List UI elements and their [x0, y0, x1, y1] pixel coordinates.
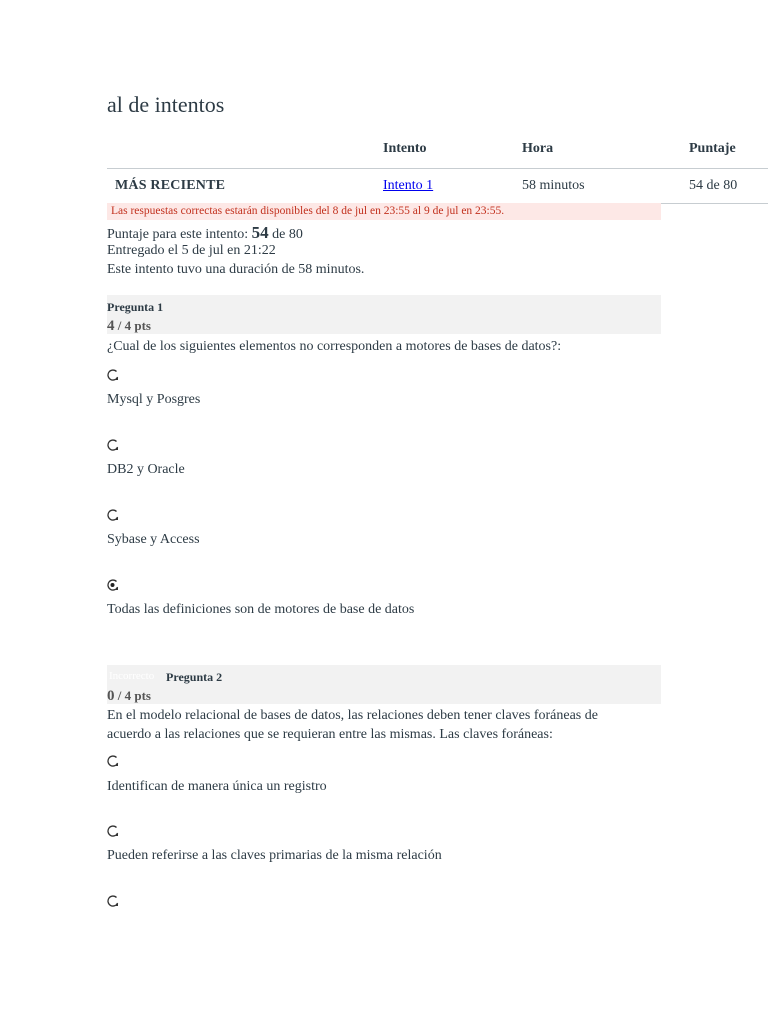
attempt-score-prefix: Puntaje para este intento: [107, 227, 252, 242]
attempt-score-suffix: de 80 [268, 227, 303, 242]
question-2-points-earned: 0 [107, 688, 115, 704]
attempt-1-link[interactable]: Intento 1 [383, 178, 434, 193]
question-1-option-1-label: Mysql y Posgres [107, 392, 201, 407]
question-2-incorrect-label: Incorrecto [109, 670, 155, 682]
question-2-option-1-label: Identifican de manera única un registro [107, 779, 327, 794]
attempt-score: 54 de 80 [689, 178, 738, 193]
question-1-option-4-label: Todas las definiciones son de motores de base de datos [107, 602, 415, 617]
question-2-points-total: / 4 pts [114, 688, 151, 703]
question-2-option-1-radio[interactable] [107, 755, 119, 767]
question-1-label: Pregunta 1 [107, 300, 164, 314]
most-recent-label: MÁS RECIENTE [115, 178, 226, 193]
question-1-header [107, 295, 661, 334]
table-header-divider [107, 168, 768, 169]
question-1-option-1-radio[interactable] [107, 369, 119, 381]
attempt-score-line [107, 223, 303, 243]
question-1-points-total: / 4 pts [114, 318, 151, 333]
question-2-text-line-2: acuerdo a las relaciones que se requieran entre las mismas. Las claves foráneas: [107, 727, 553, 742]
attempt-duration: Este intento tuvo una duración de 58 minutos. [107, 262, 365, 277]
attempt-score-value: 54 [251, 223, 269, 242]
answers-availability-notice: Las respuestas correctas estarán disponibles del 8 de jul en 23:55 al 9 de jul en 23:55. [107, 203, 661, 220]
question-1-option-3-label: Sybase y Access [107, 532, 200, 547]
question-2-option-2-radio[interactable] [107, 825, 119, 837]
question-2-label: Pregunta 2 [166, 670, 223, 684]
question-1-option-2-radio[interactable] [107, 439, 119, 451]
column-header-time: Hora [522, 141, 554, 156]
question-1-option-3-radio[interactable] [107, 509, 119, 521]
question-1-option-2-label: DB2 y Oracle [107, 462, 185, 477]
submitted-date: Entregado el 5 de jul en 21:22 [107, 243, 276, 258]
question-2-option-2-label: Pueden referirse a las claves primarias de la misma relación [107, 848, 442, 863]
column-header-attempt: Intento [383, 141, 427, 156]
question-1-points [107, 318, 151, 335]
question-1-text: ¿Cual de los siguientes elementos no corresponden a motores de bases de datos?: [107, 339, 562, 354]
question-2-text-line-1: En el modelo relacional de bases de datos, las relaciones deben tener claves foráneas de [107, 708, 598, 723]
question-1-points-earned: 4 [107, 318, 115, 334]
attempt-time: 58 minutos [522, 178, 585, 193]
question-2-option-3-radio[interactable] [107, 895, 119, 907]
question-1-option-4-radio-selected[interactable] [107, 579, 119, 591]
question-2-header [107, 665, 661, 704]
page-title: al de intentos [107, 92, 225, 117]
column-header-score: Puntaje [689, 141, 736, 156]
question-2-points [107, 688, 151, 705]
attempt-cell [383, 178, 433, 194]
